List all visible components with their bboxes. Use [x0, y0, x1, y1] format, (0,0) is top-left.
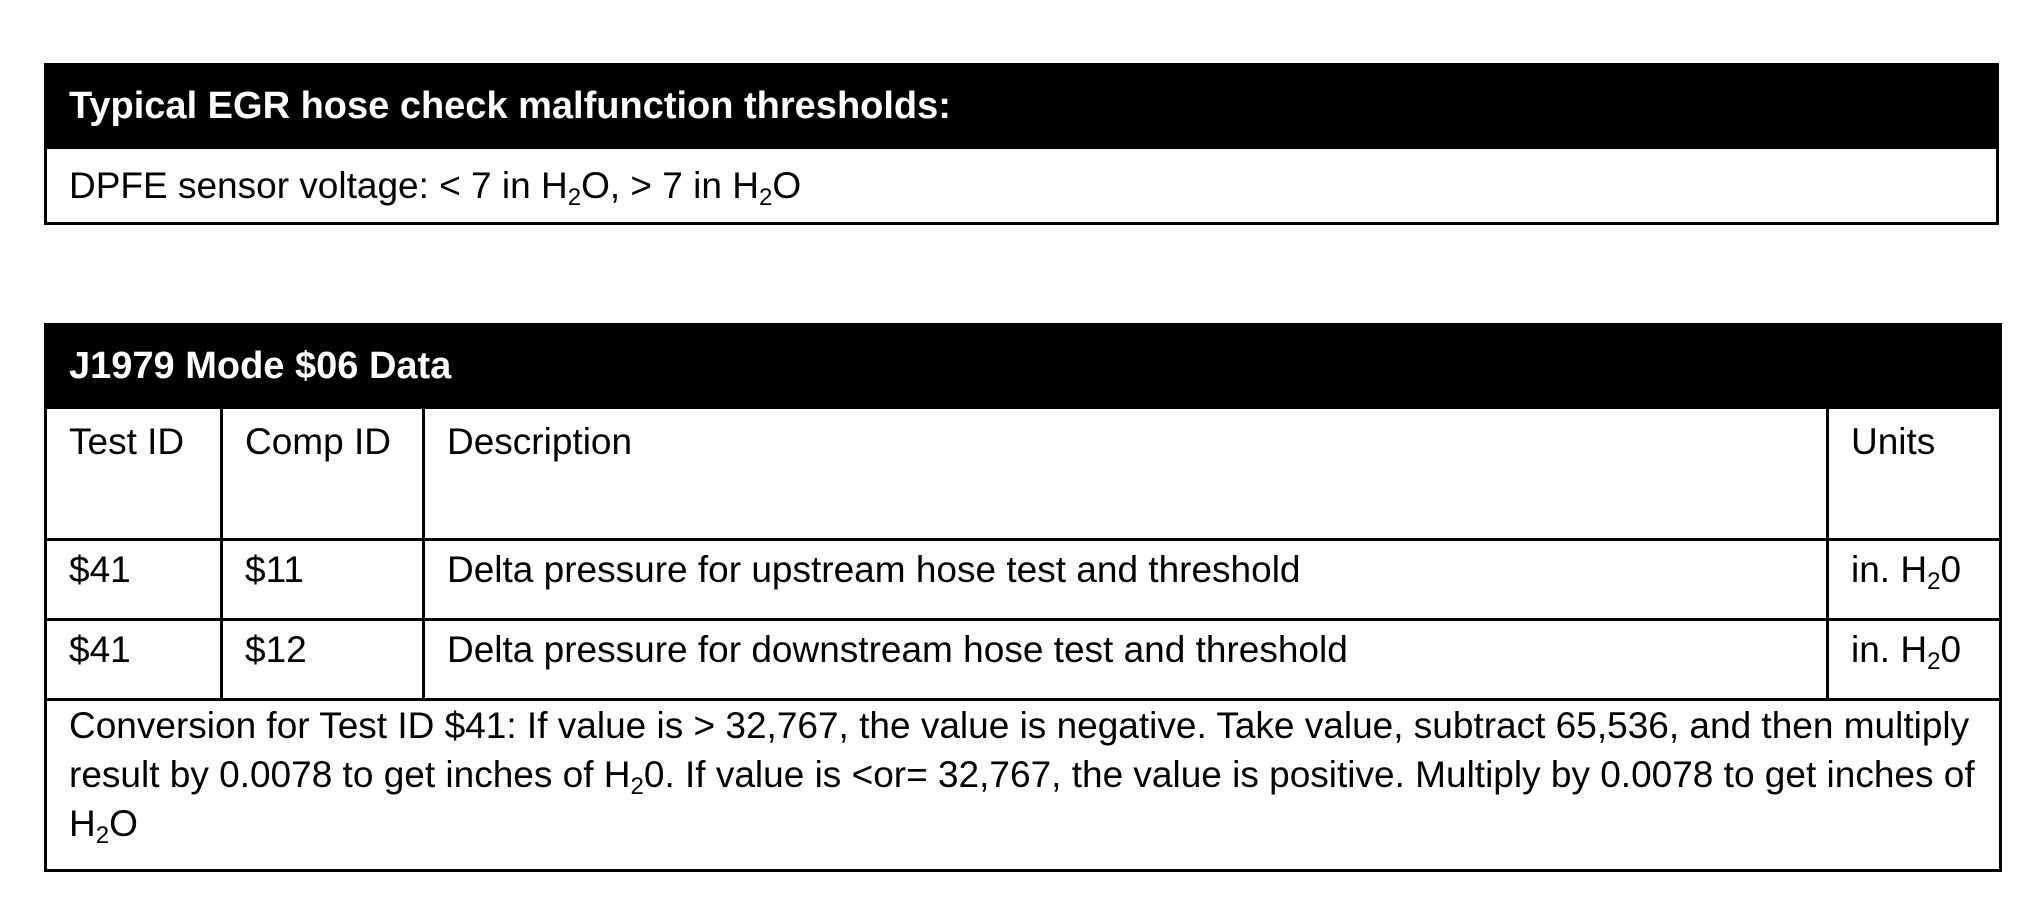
column-header-row: [46, 408, 2001, 540]
conversion-note-row: [46, 700, 2001, 871]
thresholds-title: Typical EGR hose check malfunction thresholds:: [46, 65, 1998, 148]
units-subscript: 2: [1927, 648, 1941, 675]
comp-id-cell: $11: [222, 540, 424, 620]
dpfe-text-mid: O, > 7 in H: [581, 164, 759, 206]
note-subscript-2: 2: [95, 822, 110, 849]
test-id-cell: $41: [46, 540, 222, 620]
units-prefix: in. H: [1851, 549, 1928, 590]
column-header-comp-id: Comp ID: [222, 408, 424, 540]
mode06-table: [44, 323, 2002, 872]
mode06-title: J1979 Mode $06 Data: [46, 325, 2001, 408]
description-cell: Delta pressure for upstream hose test and threshold: [424, 540, 1828, 620]
column-header-description: Description: [424, 408, 1828, 540]
note-subscript-1: 2: [630, 773, 644, 800]
table-row: [46, 540, 2001, 620]
column-header-test-id: Test ID: [46, 408, 222, 540]
dpfe-text-prefix: DPFE sensor voltage: < 7 in H: [69, 164, 568, 206]
conversion-note: [46, 700, 2001, 871]
dpfe-subscript-1: 2: [567, 183, 582, 211]
note-text-2: 0. If value is <or= 32,767, the value is positive. Multiply by 0.0078 to get inches of H: [69, 754, 1975, 844]
units-suffix: 0: [1940, 549, 1962, 590]
dpfe-subscript-2: 2: [758, 183, 773, 211]
comp-id-cell: $12: [222, 620, 424, 700]
units-subscript: 2: [1927, 568, 1941, 595]
dpfe-threshold-line: [46, 148, 1998, 224]
units-suffix: 0: [1940, 629, 1962, 670]
note-text-3: O: [109, 803, 138, 844]
units-cell: [1828, 620, 2001, 700]
note-text-1: Conversion for Test ID $41: If value is > 32,767, the value is negative. Take value, subtract 65,536, and then multiply result by 0.0078 to get inches of H: [69, 705, 1970, 795]
dpfe-text-suffix: O: [772, 164, 802, 206]
column-header-units: Units: [1828, 408, 2001, 540]
units-cell: [1828, 540, 2001, 620]
thresholds-table: [44, 63, 1999, 225]
test-id-cell: $41: [46, 620, 222, 700]
table-row: [46, 620, 2001, 700]
description-cell: Delta pressure for downstream hose test and threshold: [424, 620, 1828, 700]
units-prefix: in. H: [1851, 629, 1928, 670]
